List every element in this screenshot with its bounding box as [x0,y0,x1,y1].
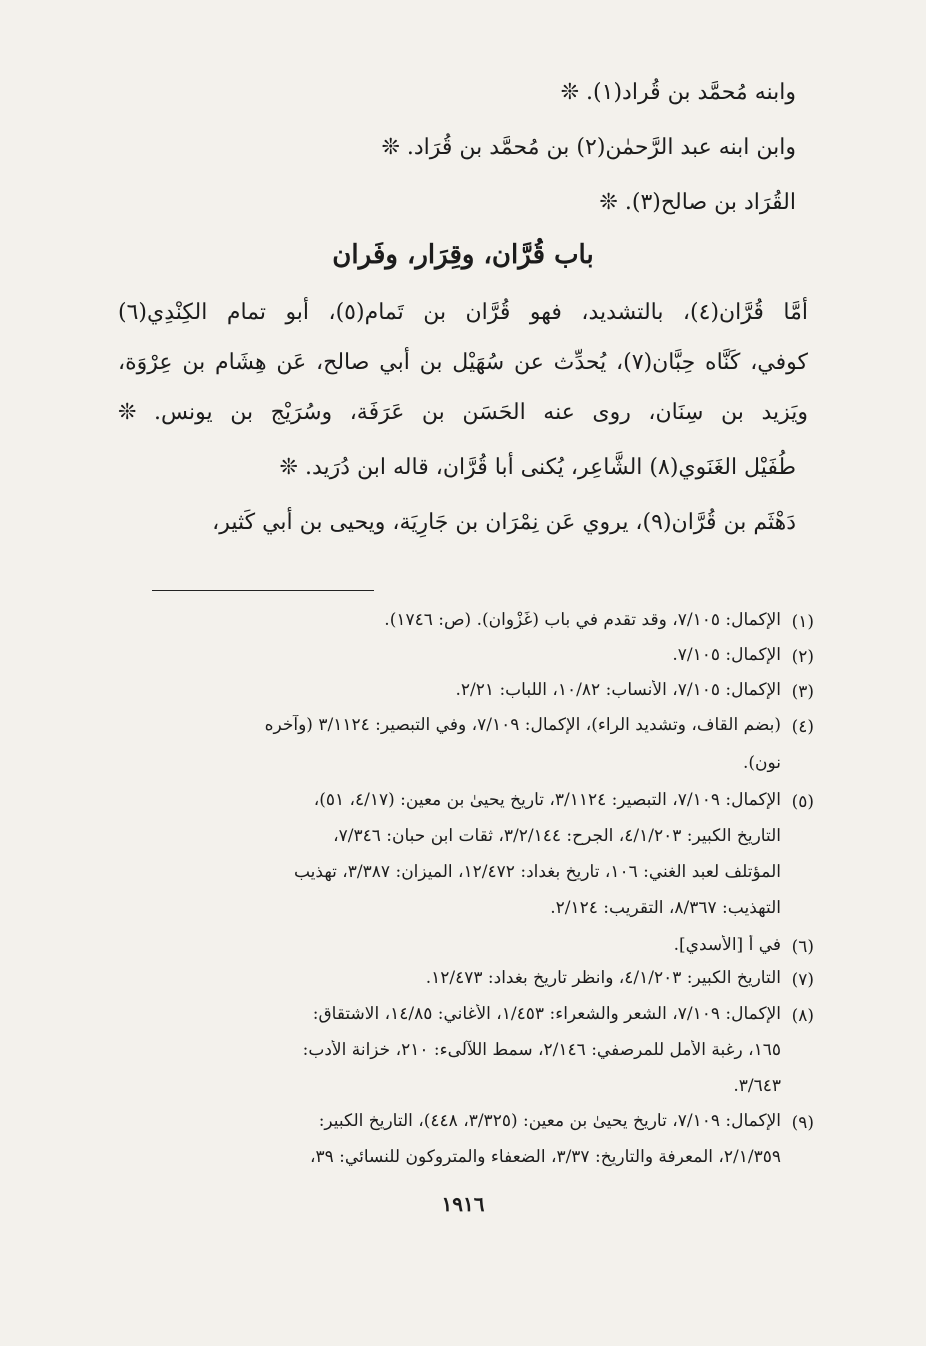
footnote-text: الإكمال: ٧/١٠٩، الشعر والشعراء: ١/٤٥٣، الأغاني: ١٤/٨٥، الاشتقاق: [312,1004,781,1024]
entry-line-2: وابن ابنه عبد الرَّحمٰن(٢) بن مُحمَّد بن قُرَاد. ❊ [381,135,796,160]
paragraph-line-1: أمَّا قُرَّان(٤)، بالتشديد، فهو قُرَّان بن تَمام(٥)، أبو تمام الكِنْدِي(٦) [118,300,808,325]
footnote-text: الإكمال: ٧/١٠٥، وقد تقدم في باب (غَزْوان). (ص: ١٧٤٦). [384,610,781,630]
footnote-number: (٤) [791,717,814,737]
footnote-text: التاريخ الكبير: ٤/١/٢٠٣، وانظر تاريخ بغداد: ١٢/٤٧٣. [425,968,781,988]
footnote-text: الإكمال: ٧/١٠٩، التبصير: ٣/١١٢٤، تاريخ يحيىٰ بن معين: (٤/١٧، ٥١)، [313,790,781,810]
entry-dahtham: دَهْثَم بن قُرَّان(٩)، يروي عَن نِمْرَان بن جَارِيَة، ويحيى بن أبي كَثير، [212,510,796,535]
page-number: ١٩١٦ [441,1192,485,1216]
footnote-text-cont: نون). [742,753,781,773]
footnote-text-cont: ٣/٦٤٣. [733,1076,781,1096]
paragraph-line-2: كوفي، كَنَّاه حِبَّان(٧)، يُحدِّث عن سُهَيْل بن أبي صالح، عَن هِشَام بن عِرْوَة، [118,350,808,375]
entry-line-3: القُرَاد بن صالح(٣). ❊ [599,190,796,215]
footnote-text-cont: التهذيب: ٨/٣٦٧، التقريب: ٢/١٢٤. [550,898,781,918]
footnote-text: في أ [الأسدي]. [673,935,781,955]
footnote-text: الإكمال: ٧/١٠٥. [672,645,781,665]
footnote-separator [152,590,374,591]
footnote-text: الإكمال: ٧/١٠٩، تاريخ يحيىٰ بن معين: (٣/٣٢٥، ٤٤٨)، التاريخ الكبير: [318,1111,781,1131]
footnote-number: (٣) [791,682,814,702]
footnote-text-cont: ١٦٥، رغبة الأمل للمرصفي: ٢/١٤٦، سمط اللآلىء: ٢١٠، خزانة الأدب: [302,1040,781,1060]
section-title: باب قُرَّان، وقِرَار، وفَران [332,240,594,270]
footnote-number: (٦) [791,937,814,957]
paragraph-line-3: ويَزيد بن سِنَان، روى عنه الحَسَن بن عَرَفَة، وسُرَيْج بن يونس. ❊ [118,400,808,425]
footnote-number: (٨) [791,1006,814,1026]
footnote-text-cont: ٢/١/٣٥٩، المعرفة والتاريخ: ٣/٣٧، الضعفاء والمتروكون للنسائي: ٣٩، [310,1147,781,1167]
footnote-text: (بضم القاف، وتشديد الراء)، الإكمال: ٧/١٠٩، وفي التبصير: ٣/١١٢٤ (وآخره [264,715,781,735]
footnote-number: (٩) [791,1113,814,1133]
footnote-number: (١) [791,612,814,632]
footnote-text: الإكمال: ٧/١٠٥، الأنساب: ١٠/٨٢، اللباب: ٢/٢١. [455,680,781,700]
entry-tufayl: طُفَيْل الغَنَوي(٨) الشَّاعِر، يُكنى أبا قُرَّان، قاله ابن دُرَيد. ❊ [279,455,796,480]
footnote-number: (٥) [791,792,814,812]
footnote-text-cont: المؤتلف لعبد الغني: ١٠٦، تاريخ بغداد: ١٢/٤٧٢، الميزان: ٣/٣٨٧، تهذيب [293,862,781,882]
footnote-number: (٧) [791,970,814,990]
footnote-number: (٢) [791,647,814,667]
footnote-text-cont: التاريخ الكبير: ٤/١/٢٠٣، الجرح: ٣/٢/١٤٤، ثقات ابن حبان: ٧/٣٤٦، [333,826,781,846]
entry-line-1: وابنه مُحمَّد بن قُراد(١). ❊ [560,80,796,105]
